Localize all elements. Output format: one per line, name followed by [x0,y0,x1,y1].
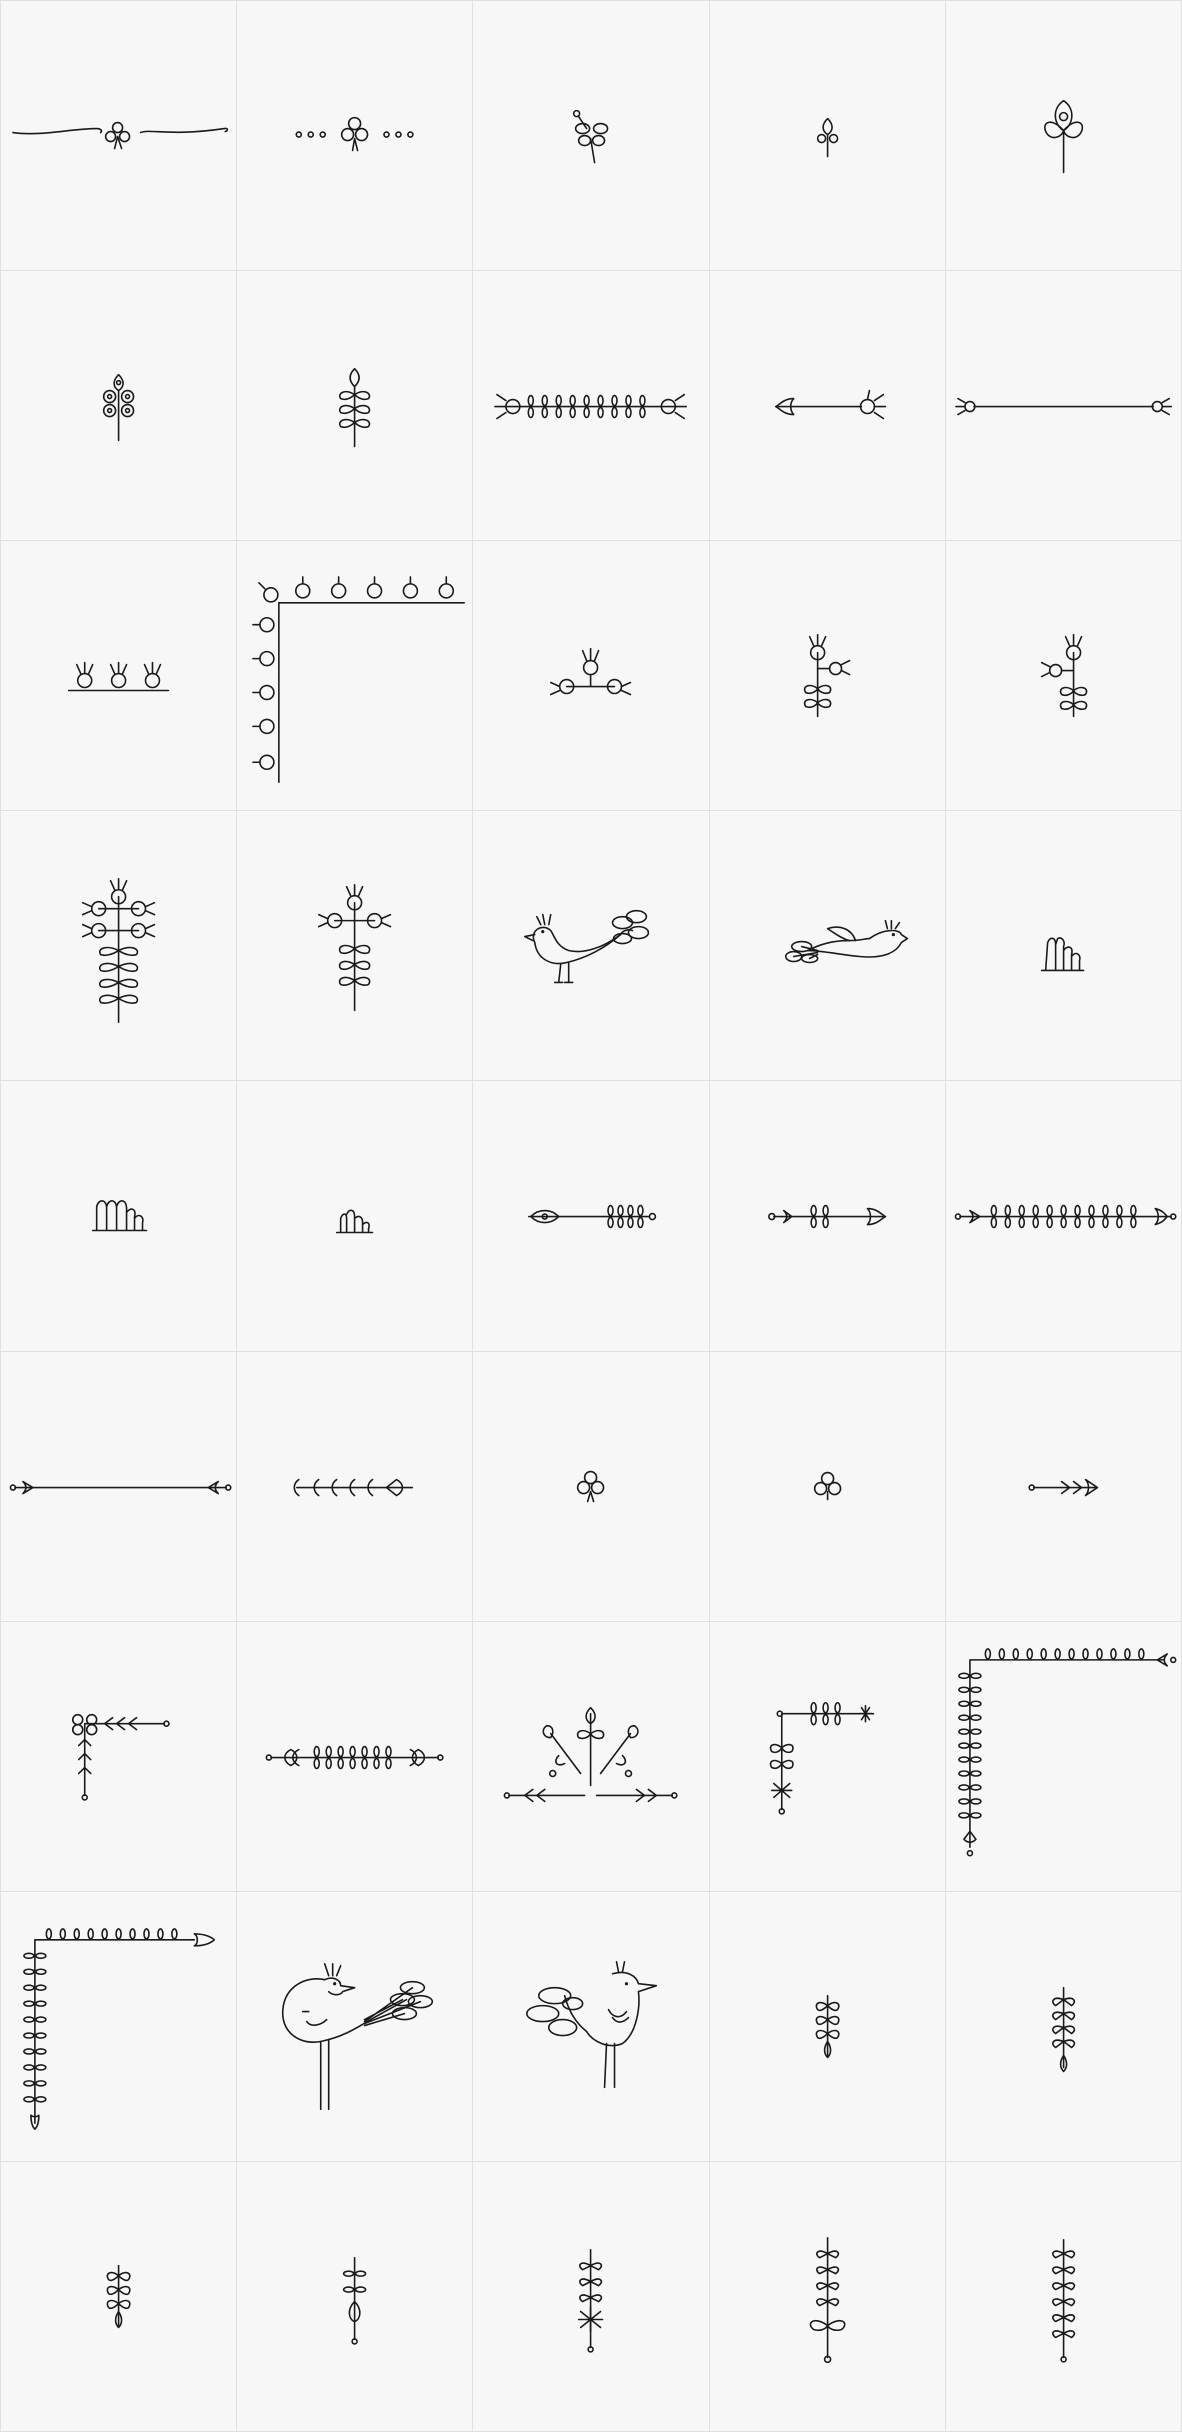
glyph-cell [709,1080,945,1350]
glyph-cell [945,1351,1181,1621]
leaf-garland-with-flowers-icon [237,1622,472,1891]
heart-arrow-flower-icon [710,271,945,540]
glyph-cell [236,1080,472,1350]
tall-three-leaf-plant-icon [946,1,1181,270]
flying-bird-icon [710,811,945,1080]
glyph-cell [0,1891,236,2161]
glyph-cell [236,1351,472,1621]
glyph-cell [0,1351,236,1621]
tree-of-life-tall-icon [1,811,236,1080]
folk-flower-bouquet-icon [473,1622,708,1891]
peacock-bird-icon [473,811,708,1080]
spiral-leaf-sprig-icon [1,271,236,540]
glyph-cell [945,0,1181,270]
glyph-cell [0,810,236,1080]
glyph-cell [945,1080,1181,1350]
small-leaf-sprig-icon [710,1892,945,2161]
glyph-cell [709,0,945,270]
small-arrow-icon [946,1352,1181,1621]
leaf-corner-frame-alt-icon [1,1892,236,2161]
glyph-cell [709,1351,945,1621]
tree-of-life-short-icon [237,811,472,1080]
small-clover-icon [473,1352,708,1621]
grass-tuft-large-icon [1,1081,236,1350]
stem-with-heart-tip-icon [237,2162,472,2431]
bird-with-fan-tail-icon [473,1892,708,2161]
tiny-clover-icon [710,1352,945,1621]
flower-stem-with-left-bud-icon [946,541,1181,810]
glyph-cell [472,270,708,540]
glyph-cell [472,540,708,810]
dotted-divider-with-clover-icon [237,1,472,270]
glyph-cell [709,1891,945,2161]
glyph-cell [0,1621,236,1891]
glyph-cell [709,2161,945,2431]
glyph-cell [709,270,945,540]
glyph-cell [945,540,1181,810]
flower-bud-corner-frame-icon [237,541,472,810]
grass-tuft-small-icon [946,811,1181,1080]
glyph-cell [945,810,1181,1080]
glyph-cell [945,270,1181,540]
heart-leaf-long-border-icon [946,1081,1181,1350]
standing-peacock-icon [237,1892,472,2161]
long-arrow-line-icon [1,1352,236,1621]
flower-bud-long-line-icon [946,271,1181,540]
glyph-cell [709,810,945,1080]
glyph-cell [236,2161,472,2431]
tall-leaf-spine-icon [946,2162,1181,2431]
glyph-cell [472,1351,708,1621]
three-flower-border-icon [1,541,236,810]
glyph-cell [945,1891,1181,2161]
glyph-cell [709,540,945,810]
flower-stem-with-side-bud-icon [710,541,945,810]
glyph-cell [472,1080,708,1350]
swash-divider-with-clover-icon [1,1,236,270]
glyph-cell [472,1891,708,2161]
grass-tuft-tiny-icon [237,1081,472,1350]
heart-arrow-short-icon [710,1081,945,1350]
clover-corner-arrows-icon [1,1622,236,1891]
glyph-cell [236,270,472,540]
glyph-cell [0,0,236,270]
leaf-stem-with-star-icon [473,2162,708,2431]
glyph-cell [0,540,236,810]
glyph-cell [709,1621,945,1891]
glyph-cell [472,0,708,270]
leaf-spine-icon [946,1892,1181,2161]
glyph-cell [945,2161,1181,2431]
glyph-cell [472,1621,708,1891]
short-leaf-sprig-icon [1,2162,236,2431]
glyph-cell [472,2161,708,2431]
chevron-leaf-row-icon [237,1352,472,1621]
flower-bud-leaf-border-icon [473,271,708,540]
glyph-cell [236,1621,472,1891]
leaf-corner-frame-icon [946,1622,1181,1891]
glyph-cell [945,1621,1181,1891]
glyph-cell [236,0,472,270]
eye-leaf-arrow-icon [473,1081,708,1350]
glyph-cell [472,810,708,1080]
leafy-stem-icon [237,271,472,540]
glyph-cell [0,270,236,540]
glyph-cell [0,2161,236,2431]
glyph-cell [236,810,472,1080]
glyph-cell [236,540,472,810]
leaf-corner-with-star-icon [710,1622,945,1891]
flower-sprig-icon [473,1,708,270]
three-bud-cluster-icon [473,541,708,810]
small-bud-icon [710,1,945,270]
glyph-cell [236,1891,472,2161]
glyph-cell [0,1080,236,1350]
leaf-stem-with-flower-base-icon [710,2162,945,2431]
